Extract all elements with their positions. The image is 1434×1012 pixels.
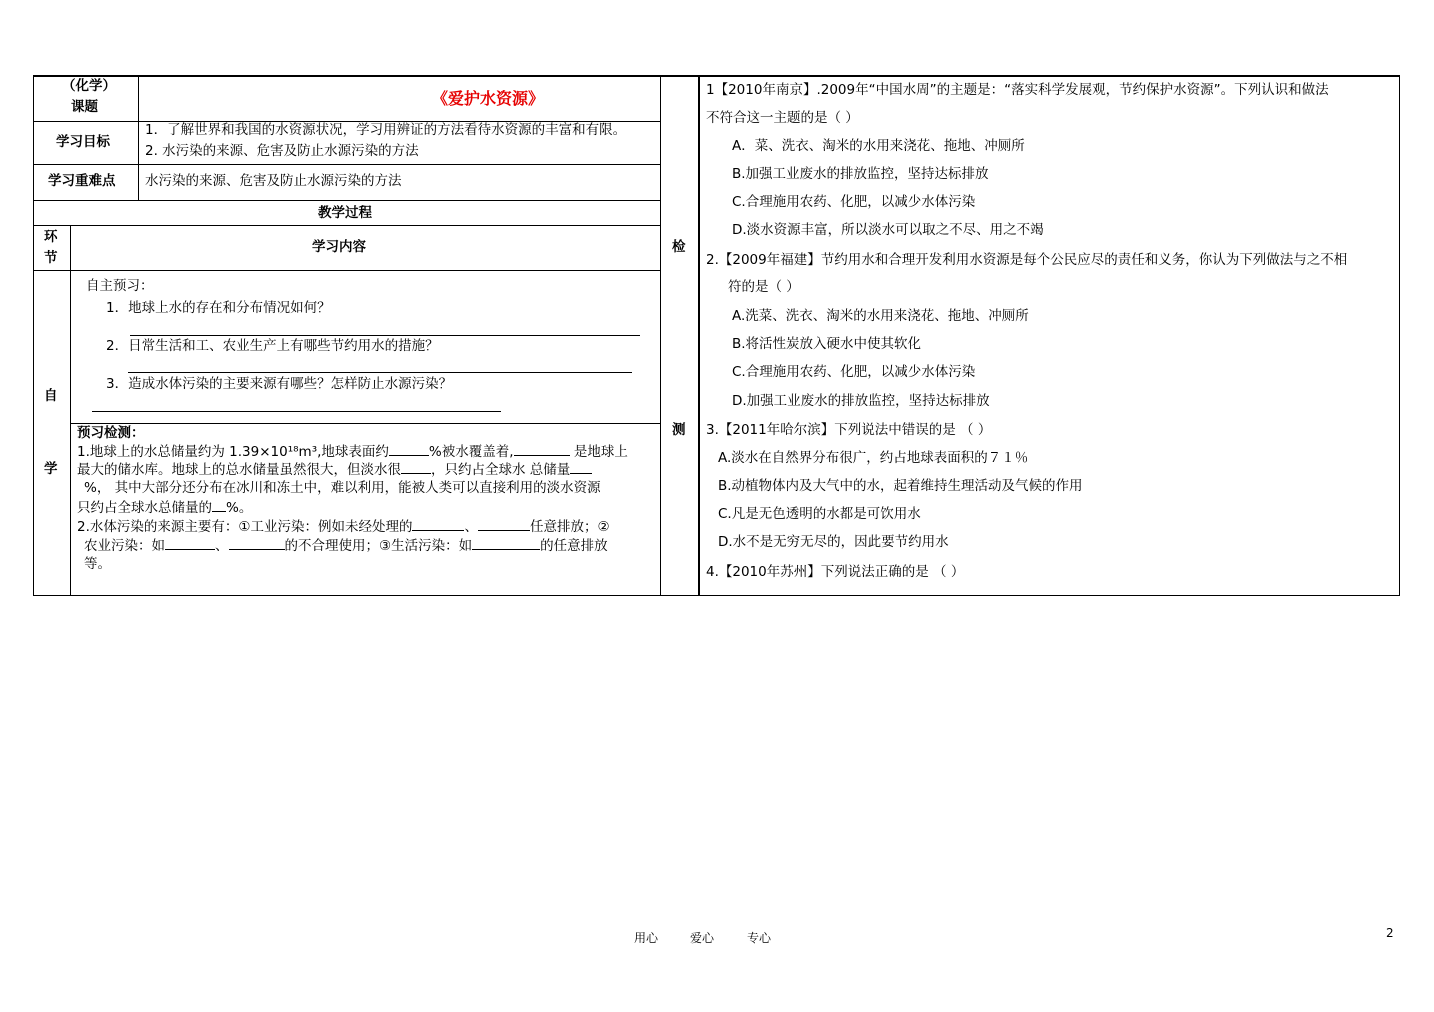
blank[interactable] [514, 441, 570, 456]
check-heading: 预习检测： [77, 425, 145, 441]
check-text: 任意排放；② [529, 519, 610, 535]
footer-motto-1: 用心 [634, 931, 659, 945]
side-label-test: 测 [672, 422, 686, 438]
answer-line [92, 411, 501, 412]
q2-option-c: C.合理施用农药、化肥，以减少水体污染 [732, 364, 976, 380]
check-text: 、 [464, 519, 478, 535]
q1-option-d: D.淡水资源丰富，所以淡水可以取之不尽、用之不竭 [732, 222, 1044, 238]
blank[interactable] [389, 441, 429, 456]
column-stage-b: 节 [44, 250, 58, 266]
q3-option-b: B.动植物体内及大气中的水，起着维持生理活动及气候的作用 [718, 478, 1083, 494]
check-text: 最大的储水库。地球上的总水储量虽然很大，但淡水很 [77, 462, 401, 478]
blank[interactable] [472, 535, 540, 550]
page-number: 2 [1386, 926, 1394, 940]
q2-option-b: B.将活性炭放入硬水中使其软化 [732, 336, 922, 352]
q3-option-c: C.凡是无色透明的水都是可饮用水 [718, 506, 921, 522]
blank[interactable] [478, 516, 530, 531]
check-text: %， 其中大部分还分布在冰川和冻土中，难以利用，能被人类可以直接利用的淡水资源 [84, 480, 601, 496]
check-text: 农业污染：如 [84, 538, 165, 554]
keypoints-text: 水污染的来源、危害及防止水源污染的方法 [145, 173, 402, 189]
check-text: 只约占全球水总储量的 [77, 500, 212, 516]
check-text: 2.水体污染的来源主要有：①工业污染：例如未经处理的 [77, 519, 413, 535]
table-border-top [33, 75, 661, 77]
question-4: 4.【2010年苏州】下列说法正确的是 （ ） [706, 564, 965, 580]
question-2-line-2: 符的是（ ） [728, 279, 800, 295]
table-col-divider [698, 75, 700, 596]
question-3: 3.【2011年哈尔滨】下列说法中错误的是 （ ） [706, 422, 992, 438]
page-title: 《爱护水资源》 [432, 89, 545, 108]
check-text: 的任意排放 [540, 538, 608, 554]
check-line [84, 535, 608, 557]
table-col-divider [138, 75, 139, 200]
keypoints-label: 学习重难点 [48, 173, 116, 189]
question-1: 1【2010年南京】.2009年“中国水周”的主题是：“落实科学发展观，节约保护水资源”。下列认识和做法 [706, 82, 1329, 98]
check-text: ，只约占全球水 总储量 [431, 462, 571, 478]
q1-option-a: A．菜、洗衣、淘米的水用来浇花、拖地、冲厕所 [732, 138, 1025, 154]
footer-motto-3: 专心 [747, 931, 772, 945]
blank[interactable] [229, 535, 285, 550]
blank[interactable] [165, 535, 215, 550]
table-rule [33, 164, 661, 165]
table-rule [33, 200, 661, 201]
table-border-left [33, 75, 34, 596]
goal-line-1: 1．了解世界和我国的水资源状况，学习用辨证的方法看待水资源的丰富和有限。 [145, 122, 627, 138]
column-content: 学习内容 [312, 239, 366, 255]
table-border-right [1399, 75, 1400, 596]
q2-option-a: A.洗菜、洗衣、淘米的水用来浇花、拖地、冲厕所 [732, 308, 1029, 324]
q3-option-a: A.淡水在自然界分布很广，约占地球表面积的７１％ [718, 450, 1029, 466]
table-col-divider [660, 75, 661, 596]
footer-motto-2: 爱心 [690, 931, 715, 945]
check-text: 等。 [84, 556, 111, 572]
preview-question-2: 2．日常生活和工、农业生产上有哪些节约用水的措施？ [106, 338, 439, 354]
blank[interactable] [570, 459, 592, 474]
table-rule [70, 423, 661, 424]
side-label-self: 自 [44, 388, 58, 404]
check-text: %被水覆盖着, [428, 444, 514, 460]
subject-label: （化学） [62, 78, 116, 94]
preview-question-1: 1．地球上水的存在和分布情况如何？ [106, 300, 331, 316]
side-label-study: 学 [44, 461, 58, 477]
table-border-bottom [33, 595, 661, 596]
blank[interactable] [212, 497, 226, 512]
process-label: 教学过程 [318, 205, 372, 221]
column-stage-a: 环 [44, 229, 58, 245]
blank[interactable] [401, 459, 431, 474]
table-col-divider [70, 225, 71, 596]
question-2: 2.【2009年福建】节约用水和合理开发利用水资源是每个公民应尽的责任和义务，你认为下列做法与之不相 [706, 252, 1348, 268]
preview-question-3: 3．造成水体污染的主要来源有哪些？怎样防止水源污染？ [106, 376, 453, 392]
blank[interactable] [412, 516, 464, 531]
table-rule [33, 270, 661, 271]
check-text: 1.地球上的水总储量约为 1.39×10¹⁸m³,地球表面约 [77, 444, 389, 460]
table-border-bottom [660, 595, 1400, 596]
topic-label: 课题 [71, 99, 98, 115]
q1-option-c: C.合理施用农药、化肥，以减少水体污染 [732, 194, 976, 210]
preview-heading: 自主预习： [86, 278, 154, 294]
goals-label: 学习目标 [56, 134, 110, 150]
check-text: 是地球上 [573, 444, 628, 460]
check-text: %。 [226, 500, 253, 516]
goal-line-2: 2. 水污染的来源、危害及防止水源污染的方法 [145, 143, 419, 159]
check-text: 、 [215, 538, 229, 554]
table-rule [33, 225, 661, 226]
q3-option-d: D.水不是无穷无尽的，因此要节约用水 [718, 534, 949, 550]
q2-option-d: D.加强工业废水的排放监控，坚持达标排放 [732, 393, 990, 409]
check-text: 的不合理使用；③生活污染：如 [284, 538, 473, 554]
question-1-line-2: 不符合这一主题的是（ ） [706, 110, 859, 126]
answer-line [128, 372, 632, 373]
side-label-check: 检 [672, 239, 686, 255]
q1-option-b: B.加强工业废水的排放监控，坚持达标排放 [732, 166, 989, 182]
